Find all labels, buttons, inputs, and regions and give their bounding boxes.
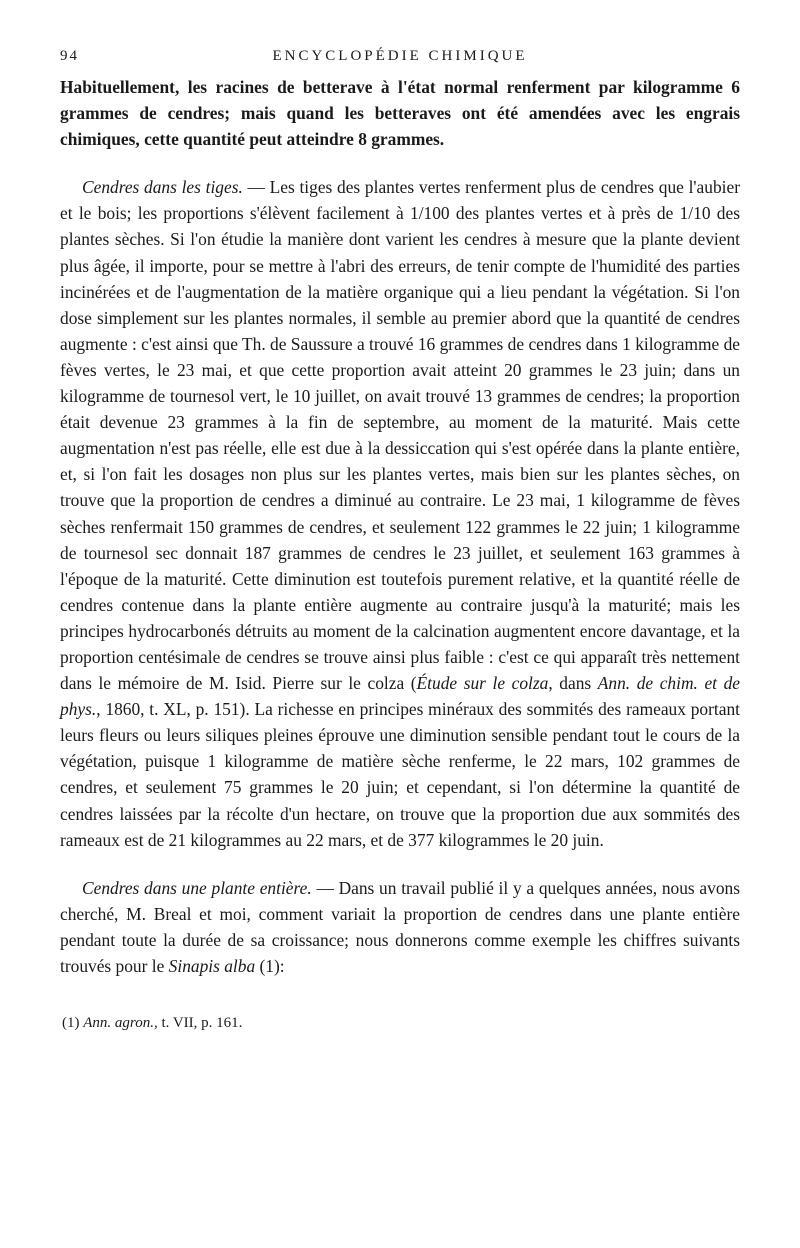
- paragraph-text: Habituellement, les racines de betterave à l'état normal renferment par kilogramme 6 grammes de cendres; mais quand les betteraves ont été amendées avec les engrais chimiques, cette quantité peut atteindre 8 grammes.: [60, 77, 740, 150]
- species-name: Sinapis alba: [168, 956, 256, 976]
- page-number: 94: [60, 48, 79, 64]
- paragraph-betterave: [60, 74, 740, 152]
- section-heading-tiges: Cendres dans les tiges.: [82, 177, 243, 198]
- paragraph-text: , 1860, t. XL, p. 151). La richesse en principes minéraux des sommités des rameaux portant leurs fleurs ou leurs siliques pleines éprouve une diminution sensible pendant tout le cours de la végétation, puisque 1 kilogramme de matière sèche renferme, le 22 mars, 102 grammes de cendres, et seulement 75 grammes le 20 juin; et cependant, si l'on détermine la quantité de cendres laissées par la récolte d'un hectare, on trouve que la proportion due aux sommités des rameaux est de 21 kilogrammes au 22 mars, et de 377 kilogrammes le 20 juin.: [60, 699, 740, 850]
- paragraph-text: (1):: [255, 956, 285, 976]
- paragraph-text: — Les tiges des plantes vertes renferment plus de cendres que l'aubier et le bois; les proportions s'élèvent facilement à 1/100 des plantes vertes et à près de 1/10 des plantes sèches. Si l'on étudie la manière dont varient les cendres à mesure que la plante devient plus âgée, il importe, pour se mettre à l'abri des erreurs, de tenir compte de l'humidité des parties incinérées et de l'augmentation de la matière organique qui a lieu pendant la végétation. Si l'on dose simplement sur les plantes normales, il semble au premier abord que la quantité de cendres augmente : c'est ainsi que Th. de Saussure a trouvé 16 grammes de cendres dans 1 kilogramme de fèves vertes, le 23 mai, et que cette proportion avait atteint 20 grammes le 23 juin; dans un kilogramme de tournesol vert, le 10 juillet, on avait trouvé 13 grammes de cendres; la proportion était devenue 23 grammes à la fin de septembre, au moment de la maturité. Mais cette augmentation n'est pas réelle, elle est due à la dessiccation qui s'est opérée dans la plante entière, et, si l'on fait les dosages non plus sur les plantes vertes, mais bien sur les plantes sèches, on trouve que la proportion de cendres a diminué au contraire. Le 23 mai, 1 kilogramme de fèves sèches renfermait 150 grammes de cendres, et seulement 122 grammes le 22 juin; 1 kilogramme de tournesol sec donnait 187 grammes de cendres le 23 juillet, et seulement 163 grammes à l'époque de la maturité. Cette diminution est toutefois purement relative, et la quantité réelle de cendres contenue dans la plante entière augmente au contraire jusqu'à la maturité; mais les principes hydrocarbonés détruits au moment de la calcination augmentent encore davantage, et la proportion centésimale de cendres se trouve ainsi plus faible : c'est ce qui apparaît très nettement dans le mémoire de M. Isid. Pierre sur le colza (: [60, 177, 740, 694]
- paragraph-cendres-tiges: [60, 174, 740, 852]
- running-title: ENCYCLOPÉDIE CHIMIQUE: [272, 48, 528, 64]
- document-page: [60, 48, 740, 1033]
- footnote-text: , t. VII, p. 161.: [153, 1015, 243, 1032]
- paragraph-text: , dans: [548, 673, 598, 694]
- journal-title: Ann. de chim. et de phys.: [60, 673, 740, 720]
- footnote-journal: Ann. agron.: [83, 1015, 154, 1032]
- paragraph-text: — Dans un travail publié il y a quelques années, nous avons cherché, M. Breal et moi, comment variait la proportion de cendres dans une plante entière pendant toute la durée de sa croissance; nous donnerons comme exemple les chiffres suivants trouvés pour le: [60, 877, 740, 976]
- footnote-marker: (1): [62, 1015, 84, 1032]
- reference-title: Étude sur le colza: [416, 673, 549, 694]
- footnote: [60, 1013, 740, 1033]
- body-text: [60, 74, 740, 979]
- page-header: [60, 48, 740, 70]
- paragraph-plante-entiere: [60, 875, 740, 979]
- section-heading-plante-entiere: Cendres dans une plante entière.: [82, 877, 312, 898]
